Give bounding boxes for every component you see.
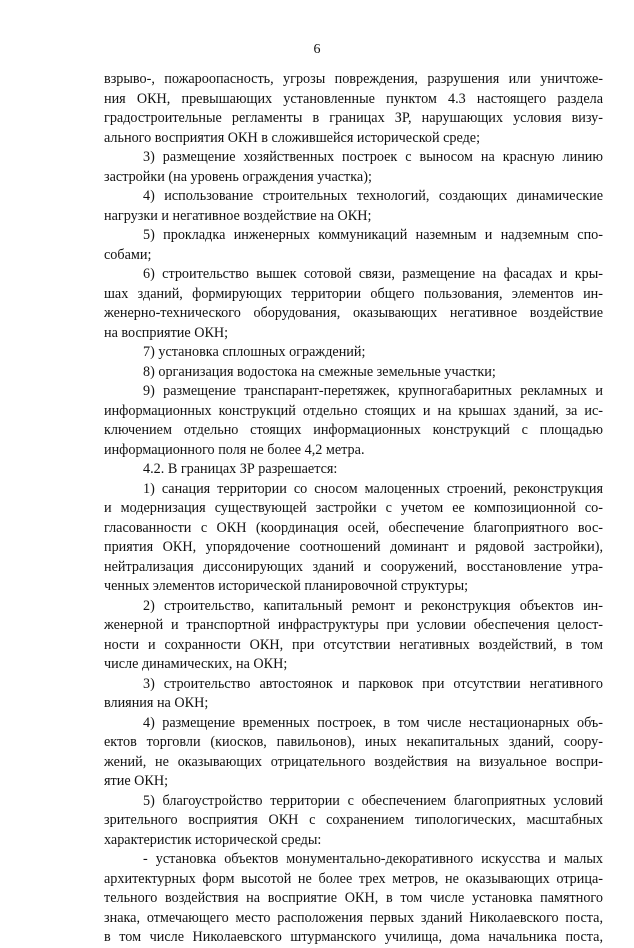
- text-line: ченных элементов исторической планировочной структуры;: [104, 578, 469, 594]
- text-line: женерно-технического оборудования, оказывающих негативное воздействие: [104, 305, 603, 321]
- text-line: и модернизация существующей застройки с учетом ее композиционной со-: [104, 500, 603, 516]
- text-line: на восприятие ОКН;: [104, 324, 229, 341]
- text-line: ключением отдельно стоящих информационных конструкций с площадью: [104, 422, 603, 438]
- text-line: 3) размещение хозяйственных построек с выносом на красную линию: [143, 149, 603, 165]
- text-line: архитектурных форм высотой не более трех метров, не оказывающих отрица-: [104, 870, 603, 887]
- text-line: ектов торговли (киосков, павильонов), иных некапитальных зданий, соору-: [104, 734, 603, 750]
- text-line: тельного воздействия на восприятие ОКН, в том числе установка памятного: [104, 890, 603, 906]
- text-line: 4) размещение временных построек, в том числе нестационарных объ-: [143, 714, 603, 731]
- text-line: 2) строительство, капитальный ремонт и реконструкция объектов ин-: [143, 597, 603, 614]
- text-line: знака, отмечающего место расположения первых зданий Николаевского поста,: [104, 909, 603, 926]
- text-line: собами;: [104, 246, 152, 263]
- text-line: гласованности с ОКН (координация осей, обеспечение благоприятного вос-: [104, 519, 603, 536]
- text-line: 5) прокладка инженерных коммуникаций наземным и надземным спо-: [143, 227, 603, 243]
- text-line: 3) строительство автостоянок и парковок при отсутствии негативного: [143, 675, 603, 692]
- text-line: в том числе Николаевского штурманского училища, дома начальника поста,: [104, 929, 603, 945]
- text-line: ности и сохранности ОКН, при отсутствии негативных воздействий, в том: [104, 636, 603, 653]
- text-line: приятия ОКН, упорядочение соотношений доминант и рядовой застройки),: [104, 539, 603, 555]
- text-line: 9) размещение транспарант-перетяжек, крупногабаритных рекламных и: [143, 383, 603, 399]
- text-line: шах зданий, формирующих территории общего пользования, элементов ин-: [104, 285, 603, 302]
- text-line: 4) использование строительных технологий, создающих динамические: [143, 188, 603, 204]
- text-line: нагрузки и негативное воздействие на ОКН;: [104, 207, 372, 224]
- text-line: 8) организация водостока на смежные земельные участки;: [143, 363, 496, 380]
- text-line: нейтрализация диссонирующих зданий и сооружений, восстановление утра-: [104, 558, 603, 575]
- text-line: ятие ОКН;: [104, 773, 169, 789]
- text-line: 6) строительство вышек сотовой связи, размещение на фасадах и кры-: [143, 266, 603, 282]
- text-line: информационного поля не более 4,2 метра.: [104, 441, 365, 458]
- text-line: - установка объектов монументально-декоративного искусства и малых: [143, 851, 603, 867]
- text-line: ния ОКН, превышающих установленные пунктом 4.3 настоящего раздела: [104, 90, 603, 107]
- text-line: ального восприятия ОКН в сложившейся исторической среде;: [104, 129, 481, 146]
- text-line: информационных конструкций отдельно стоящих и на крышах зданий, за ис-: [104, 402, 603, 419]
- text-line: градостроительные регламенты в границах ЗР, нарушающих условия визу-: [104, 110, 603, 126]
- page-number: 6: [313, 42, 321, 57]
- text-line: застройки (на уровень ограждения участка);: [104, 168, 372, 185]
- text-line: 7) установка сплошных ограждений;: [143, 344, 366, 360]
- text-line: числе динамических, на ОКН;: [104, 656, 288, 672]
- text-line: 4.2. В границах ЗР разрешается:: [143, 461, 338, 477]
- text-line: 5) благоустройство территории с обеспечением благоприятных условий: [143, 792, 603, 809]
- document-body: [104, 70, 603, 948]
- text-line: характеристик исторической среды:: [104, 831, 322, 848]
- text-line: влияния на ОКН;: [104, 695, 209, 711]
- text-line: зрительного восприятия ОКН с сохранением типологических, масштабных: [104, 812, 603, 828]
- text-line: женерной и транспортной инфраструктуры при условии обеспечения целост-: [104, 617, 603, 633]
- text-line: 1) санация территории со сносом малоценных строений, реконструкция: [143, 480, 603, 497]
- text-line: взрыво-, пожароопасность, угрозы повреждения, разрушения или уничтоже-: [104, 71, 603, 87]
- text-line: жений, не оказывающих отрицательного воздействия на визуальное воспри-: [104, 753, 603, 770]
